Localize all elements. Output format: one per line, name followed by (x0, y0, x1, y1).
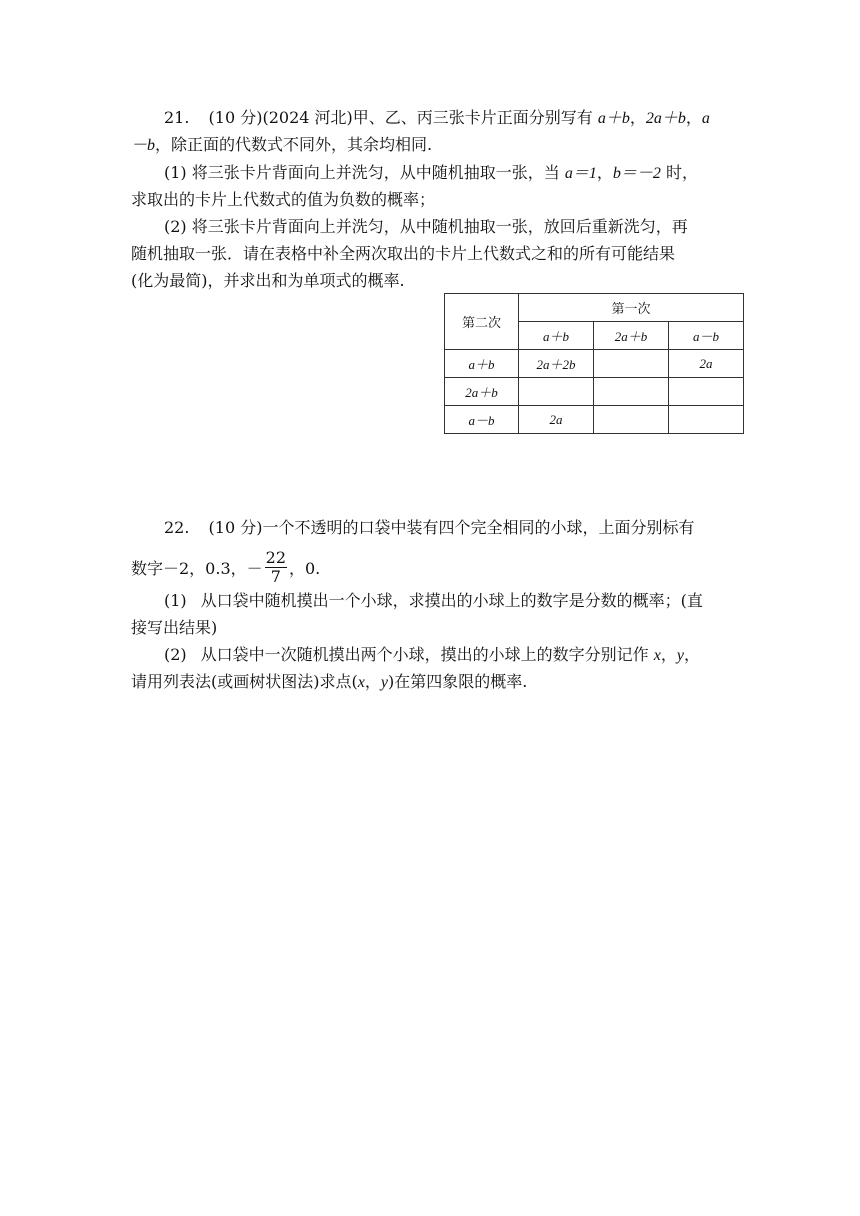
fraction-numerator: 22 (265, 548, 286, 567)
q21-part1-line-1 (164, 163, 698, 184)
q22-line-1 (164, 518, 694, 538)
q21-line2-text: ，除正面的代数式不同外，其余均相同. (155, 135, 433, 154)
q21-sep: ， (685, 108, 702, 127)
column-header: a＋b (519, 322, 594, 350)
q22-sep: ， (684, 645, 701, 664)
sum-table (444, 293, 744, 434)
table-cell: 2a＋2b (519, 350, 594, 378)
q22-part1-label: (1) (164, 591, 187, 610)
q22-part1-line-1 (164, 591, 703, 611)
q21-sep: ， (596, 163, 613, 182)
q22-sep: ， (364, 672, 381, 691)
table-cell (519, 378, 594, 406)
q22-number: 22. (164, 518, 190, 537)
table-row (445, 350, 744, 378)
q21-line-2 (131, 135, 432, 156)
q22-sep: ， (660, 645, 677, 664)
table-cell (594, 378, 669, 406)
q21-expr-3a: a (701, 110, 710, 127)
row-header: a＋b (445, 350, 519, 378)
column-header: 2a＋b (594, 322, 669, 350)
q21-part2-text: 将三张卡片背面向上并洗匀，从中随机抽取一张，放回后重新洗匀，再 (186, 217, 688, 236)
q22-part2-label: (2) (164, 645, 187, 664)
q22-part2-line-2 (131, 672, 527, 693)
q22-part1-line-2: 接写出结果) (131, 618, 218, 637)
row-header: a－b (445, 406, 519, 434)
q21-cond-b: b＝－2 (612, 165, 661, 182)
q22-numbers-suffix: ，0. (289, 559, 321, 578)
q21-cond-a: a＝1 (564, 165, 597, 182)
table-cell: 2a (519, 406, 594, 434)
q21-expr-2: 2a＋b (645, 110, 686, 127)
var-x: x (653, 647, 661, 664)
var-y: y (380, 674, 388, 691)
q21-part1-end: 时， (660, 163, 698, 182)
table-cell (594, 406, 669, 434)
q22-part2-line-1 (164, 645, 700, 666)
var-x: x (357, 674, 365, 691)
table-cell: 2a (669, 350, 744, 378)
q21-line-1 (164, 108, 710, 129)
table-row (445, 406, 744, 434)
q22-numbers-prefix: 数字－2，0.3，－ (131, 559, 263, 578)
var-y: y (676, 647, 684, 664)
q21-sep: ， (629, 108, 646, 127)
q22-part2-text: 请用列表法(或画树状图法)求点( (131, 672, 358, 691)
q21-part1-label: (1) (164, 163, 187, 182)
table-corner: 第二次 (445, 294, 519, 350)
q21-part2-line-2: 随机抽取一张．请在表格中补全两次取出的卡片上代数式之和的所有可能结果 (131, 244, 676, 263)
fraction-denominator: 7 (270, 567, 281, 586)
column-header: a－b (669, 322, 744, 350)
q22-line-2 (131, 548, 321, 588)
table-first-header: 第一次 (519, 294, 744, 322)
q21-number: 21. (164, 108, 190, 127)
table-row (445, 378, 744, 406)
q21-expr-1: a＋b (597, 110, 630, 127)
q22-part2-end: )在第四象限的概率. (387, 672, 528, 691)
q21-part2-line-1 (164, 217, 688, 237)
q21-part2-line-3: (化为最简)，并求出和为单项式的概率. (131, 271, 405, 290)
q21-part2-label: (2) (164, 217, 187, 236)
table-cell (669, 378, 744, 406)
q22-intro: (10 分)一个不透明的口袋中装有四个完全相同的小球，上面分别标有 (208, 518, 695, 537)
q21-part1-line-2: 求取出的卡片上代数式的值为负数的概率； (131, 190, 436, 209)
fraction (265, 549, 287, 586)
q22-part2-text: 从口袋中一次随机摸出两个小球，摸出的小球上的数字分别记作 (200, 645, 654, 664)
q21-expr-3b: －b (131, 137, 156, 154)
q21-intro: (10 分)(2024 河北)甲、乙、丙三张卡片正面分别写有 (208, 108, 598, 127)
table-cell (669, 406, 744, 434)
row-header: 2a＋b (445, 378, 519, 406)
q21-part1-text: 将三张卡片背面向上并洗匀，从中随机抽取一张，当 (186, 163, 565, 182)
q22-part1-text: 从口袋中随机摸出一个小球，求摸出的小球上的数字是分数的概率；(直 (200, 591, 703, 610)
table-cell (594, 350, 669, 378)
